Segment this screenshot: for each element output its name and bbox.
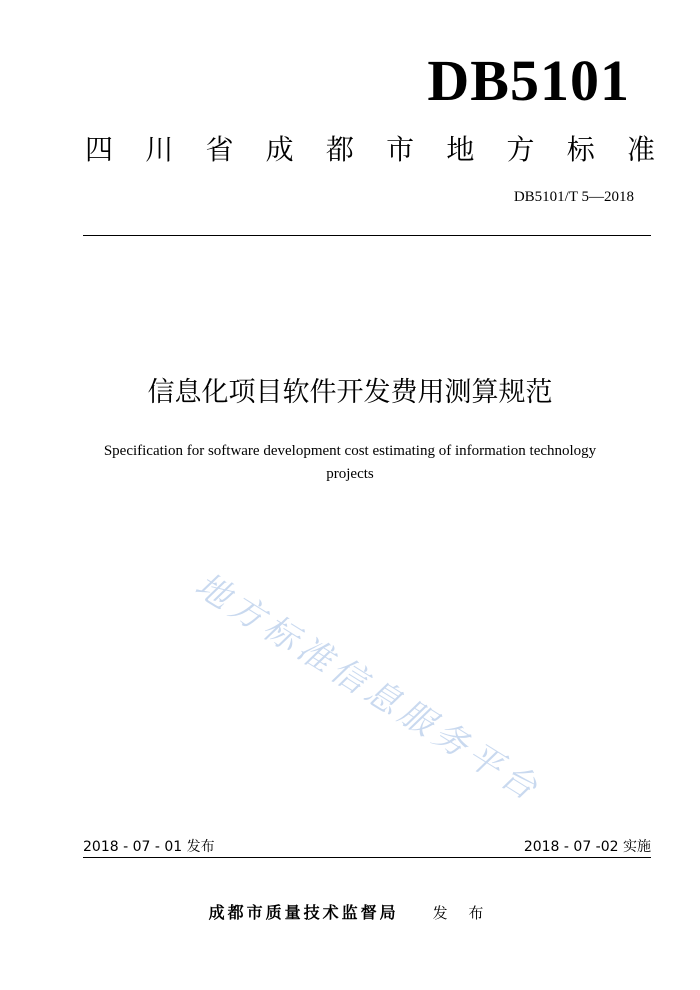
standard-level	[85, 133, 655, 166]
standard-level-char: 省	[205, 133, 234, 166]
standard-level-char: 都	[325, 133, 354, 166]
watermark: 地方标准信息服务平台	[187, 565, 549, 811]
title-english-line1: Specification for software development cost estimating of information technology	[103, 443, 597, 459]
standard-code: DB5101	[427, 48, 630, 113]
title-english-line2: projects	[326, 466, 374, 482]
publisher-name: 成都市质量技术监督局	[208, 903, 399, 922]
date-row	[83, 838, 651, 856]
standard-level-char: 成	[265, 133, 294, 166]
standard-level-char: 方	[506, 133, 535, 166]
implement-date: 2018 - 07 -02 实施	[523, 839, 651, 855]
bottom-divider	[83, 857, 651, 858]
title-english	[70, 440, 630, 486]
issue-date: 2018 - 07 - 01 发布	[83, 839, 215, 855]
title-chinese: 信息化项目软件开发费用测算规范	[147, 377, 553, 408]
standard-level-char: 标	[566, 133, 595, 166]
standard-number: DB5101/T 5—2018	[513, 189, 634, 205]
standard-level-char: 市	[386, 133, 415, 166]
publisher-row	[0, 903, 700, 923]
publish-action: 发 布	[432, 904, 492, 922]
standard-level-char: 地	[446, 133, 475, 166]
standard-level-char: 四	[85, 133, 114, 166]
standard-level-char: 川	[145, 133, 174, 166]
top-divider	[83, 235, 651, 236]
standard-level-char: 准	[626, 133, 655, 166]
